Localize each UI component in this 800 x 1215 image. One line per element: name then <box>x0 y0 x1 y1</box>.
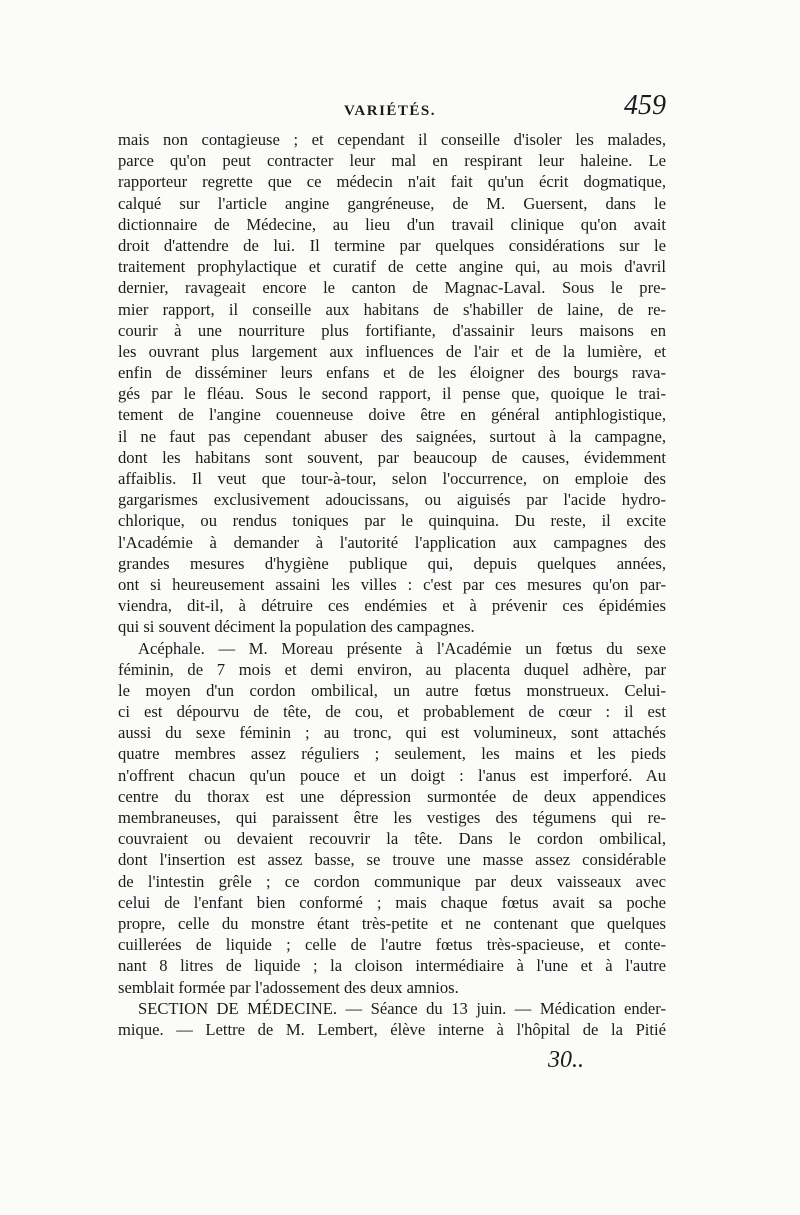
text-line: propre, celle du monstre étant très-petite et ne contenant que quelques <box>118 913 666 933</box>
signature-mark: 30.. <box>548 1047 584 1073</box>
page-header <box>118 90 666 130</box>
text-line: de l'intestin grêle ; ce cordon communique par deux vaisseaux avec <box>118 871 666 891</box>
text-line: il ne faut pas cependant abuser des saignées, surtout à la campagne, <box>118 426 666 446</box>
text-line: affaiblis. Il veut que tour-à-tour, selon l'occurrence, on emploie des <box>118 469 666 488</box>
text-line: Acéphale. — M. Moreau présente à l'Académie un fœtus du sexe <box>138 638 666 658</box>
text-line: ont si heureusement assaini les villes : c'est par ces mesures qu'on par- <box>118 574 666 594</box>
text-line: dernier, ravageait encore le canton de Magnac-Laval. Sous le pre- <box>118 278 666 298</box>
text-line: parce qu'on peut contracter leur mal en respirant leur haleine. Le <box>118 151 666 171</box>
text-line: calqué sur l'article angine gangréneuse, de M. Guersent, dans le <box>118 193 666 213</box>
text-line: courir à une nourriture plus fortifiante, d'assainir leurs maisons en <box>118 320 666 340</box>
text-line: dictionnaire de Médecine, au lieu d'un travail clinique qu'on avait <box>118 214 666 234</box>
text-line: dont les habitans sont souvent, par beaucoup de causes, évidemment <box>118 447 666 467</box>
text-line: membraneuses, qui paraissent être les vestiges des tégumens qui re- <box>118 808 666 827</box>
text-line: mique. — Lettre de M. Lembert, élève interne à l'hôpital de la Pitié <box>118 1019 666 1039</box>
body-text <box>118 129 666 1040</box>
text-line: tement de l'angine couenneuse doive être en général antiphlogistique, <box>118 405 666 425</box>
text-line: cuillerées de liquide ; celle de l'autre fœtus très-spacieuse, et conte- <box>118 935 666 955</box>
text-line: qui si souvent déciment la population des campagnes. <box>118 617 475 637</box>
text-line: celui de l'enfant bien conformé ; mais chaque fœtus avait sa poche <box>118 892 666 912</box>
text-line: dont l'insertion est assez basse, se trouve une masse assez considérable <box>118 850 666 870</box>
text-line: rapporteur regrette que ce médecin n'ait fait qu'un écrit dogmatique, <box>118 172 666 192</box>
text-line: quatre membres assez réguliers ; seulement, les mains et les pieds <box>118 744 666 764</box>
text-line: couvraient ou devaient recouvrir la tête. Dans le cordon ombilical, <box>118 829 666 849</box>
text-line: viendra, dit-il, à détruire ces endémies et à prévenir ces épidémies <box>118 596 666 616</box>
text-line: grandes mesures d'hygiène publique qui, depuis quelques années, <box>118 553 666 573</box>
text-line: enfin de disséminer leurs enfans et de les éloigner des bourgs rava- <box>118 363 666 383</box>
text-line: traitement prophylactique et curatif de cette angine qui, au mois d'avril <box>118 257 666 277</box>
text-line: nant 8 litres de liquide ; la cloison intermédiaire à l'une et à l'autre <box>118 956 666 976</box>
text-line: ci est dépourvu de tête, de cou, et probablement de cœur : il est <box>118 702 666 722</box>
text-line: gés par le fléau. Sous le second rapport, il pense que, quoique le trai- <box>118 384 666 404</box>
text-line: gargarismes exclusivement adoucissans, ou aiguisés par l'acide hydro- <box>118 490 666 510</box>
text-line: les ouvrant plus largement aux influences de l'air et de la lumière, et <box>118 341 666 361</box>
text-line: SECTION DE MÉDECINE. — Séance du 13 juin. — Médication ender- <box>138 998 666 1018</box>
text-line: le moyen d'un cordon ombilical, un autre fœtus monstrueux. Celui- <box>118 680 666 700</box>
text-line: féminin, de 7 mois et demi environ, au placenta duquel adhère, par <box>118 659 666 679</box>
text-line: n'offrent chacun qu'un pouce et un doigt : l'anus est imperforé. Au <box>118 765 666 785</box>
text-line: mais non contagieuse ; et cependant il conseille d'isoler les malades, <box>118 130 666 149</box>
text-line: aussi du sexe féminin ; au tronc, qui est volumineux, sont attachés <box>118 723 666 743</box>
text-line: droit d'attendre de lui. Il termine par quelques considérations sur le <box>118 235 666 255</box>
text-line: centre du thorax est une dépression surmontée de deux appendices <box>118 786 666 806</box>
running-head: VARIÉTÉS. <box>344 103 437 119</box>
text-line: l'Académie à demander à l'autorité l'application aux campagnes des <box>118 532 666 552</box>
text-line: semblait formée par l'adossement des deux amnios. <box>118 977 459 997</box>
text-line: mier rapport, il conseille aux habitans de s'habiller de laine, de re- <box>118 299 666 319</box>
text-line: chlorique, ou rendus toniques par le quinquina. Du reste, il excite <box>118 511 666 531</box>
page-number: 459 <box>624 90 666 121</box>
